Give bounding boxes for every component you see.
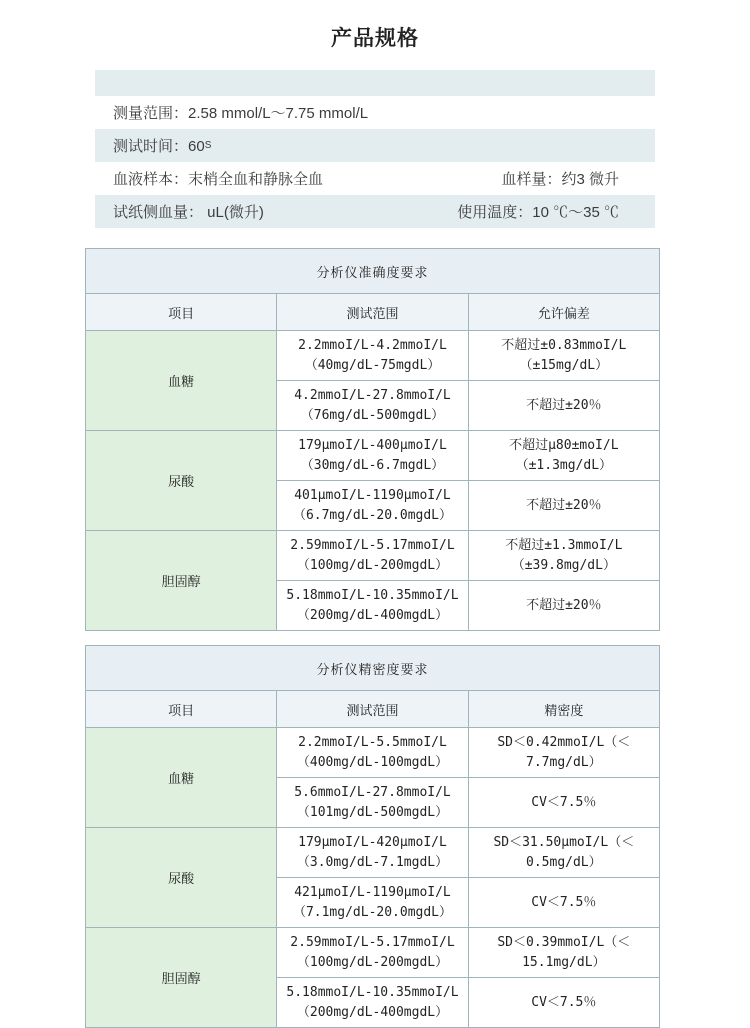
spec-row-measure-range: [95, 96, 655, 129]
spec-sample-text: 血液样本：末梢全血和静脉全血: [113, 171, 324, 188]
table-row: [86, 728, 660, 778]
page-title: 产品规格: [331, 27, 419, 50]
precision-value-cell: [468, 978, 659, 1028]
accuracy-range-cell: [277, 431, 468, 481]
value-line: SD＜0.39mmoI/L（＜15.1mg/dL）: [497, 935, 631, 970]
precision-value-cell: [468, 778, 659, 828]
value-line: 不超过±1.3mmoI/L: [505, 538, 623, 553]
range-line: 5.6mmoI/L-27.8mmoI/L: [294, 785, 451, 800]
accuracy-category-uricacid: 尿酸: [86, 431, 277, 531]
table-row: [86, 249, 660, 294]
accuracy-header-item: 项目: [86, 294, 277, 331]
precision-band-title: 分析仪精密度要求: [86, 646, 660, 691]
spec-row-strip: [95, 195, 655, 228]
range-line: （76mg/dL-500mgdL）: [300, 407, 445, 423]
range-line: （30mg/dL-6.7mgdL）: [300, 457, 445, 473]
value-line: SD＜31.50μmoI/L（＜0.5mg/dL）: [493, 835, 635, 870]
range-line: 5.18mmoI/L-10.35mmoI/L: [286, 985, 459, 1000]
table-row: [86, 531, 660, 581]
value-line: CV＜7.5％: [531, 794, 597, 810]
table-row: [86, 431, 660, 481]
precision-value-cell: [468, 928, 659, 978]
precision-header-item: 项目: [86, 691, 277, 728]
accuracy-category-cholesterol: 胆固醇: [86, 531, 277, 631]
precision-table: [85, 645, 660, 1028]
accuracy-range-cell: [277, 381, 468, 431]
accuracy-band-title: 分析仪准确度要求: [86, 249, 660, 294]
table-row: [86, 691, 660, 728]
range-line: 2.59mmoI/L-5.17mmoI/L: [290, 935, 455, 950]
precision-range-cell: [277, 828, 468, 878]
precision-value-cell: [468, 878, 659, 928]
table-row: [86, 331, 660, 381]
spec-strip-volume-text: 试纸侧血量： uL(微升): [113, 204, 264, 221]
accuracy-value-cell: [468, 331, 659, 381]
range-line: 2.2mmoI/L-5.5mmoI/L: [298, 735, 447, 750]
precision-range-cell: [277, 778, 468, 828]
value-line: （±1.3mg/dL）: [515, 457, 613, 473]
accuracy-range-cell: [277, 531, 468, 581]
range-line: （200mg/dL-400mgdL）: [296, 1004, 449, 1020]
range-line: （3.0mg/dL-7.1mgdL）: [296, 854, 449, 870]
precision-value-cell: [468, 728, 659, 778]
table-row: [86, 928, 660, 978]
accuracy-category-glucose: 血糖: [86, 331, 277, 431]
value-line: （±39.8mg/dL）: [511, 557, 616, 573]
spec-row-test-time: [95, 129, 655, 162]
accuracy-value-cell: [468, 431, 659, 481]
accuracy-range-cell: [277, 331, 468, 381]
spec-temperature-text: 使用温度：10 ℃～35 ℃: [457, 204, 619, 221]
precision-category-cholesterol: 胆固醇: [86, 928, 277, 1028]
accuracy-value-cell: [468, 481, 659, 531]
precision-range-cell: [277, 978, 468, 1028]
precision-header-precision: 精密度: [468, 691, 659, 728]
spec-list: [95, 70, 655, 228]
table-gap: [0, 631, 750, 645]
range-line: 2.59mmoI/L-5.17mmoI/L: [290, 538, 455, 553]
value-line: 不超过±20％: [526, 497, 602, 513]
value-line: 不超过±20％: [526, 397, 602, 413]
accuracy-table: [85, 248, 660, 631]
value-line: 不超过±0.83mmoI/L: [501, 338, 627, 353]
spec-test-time-text: 测试时间：60: [113, 138, 205, 155]
accuracy-value-cell: [468, 581, 659, 631]
range-line: （7.1mg/dL-20.0mgdL）: [292, 904, 453, 920]
accuracy-range-cell: [277, 581, 468, 631]
value-line: CV＜7.5％: [531, 994, 597, 1010]
value-line: 不超过μ80±moI/L: [509, 438, 619, 453]
table-row: [86, 294, 660, 331]
range-line: （100mg/dL-200mgdL）: [296, 954, 449, 970]
accuracy-header-range: 测试范围: [277, 294, 468, 331]
table-row: [86, 828, 660, 878]
spec-sample-volume-text: 血样量：约3 微升: [501, 171, 619, 188]
value-line: 不超过±20％: [526, 597, 602, 613]
range-line: 2.2mmoI/L-4.2mmoI/L: [298, 338, 447, 353]
range-line: 179μmoI/L-420μmoI/L: [298, 835, 447, 850]
spec-row-sample: [95, 162, 655, 195]
range-line: （100mg/dL-200mgdL）: [296, 557, 449, 573]
range-line: （40mg/dL-75mgdL）: [304, 357, 441, 373]
range-line: （400mg/dL-100mgdL）: [296, 754, 449, 770]
range-line: 4.2mmoI/L-27.8mmoI/L: [294, 388, 451, 403]
accuracy-header-deviation: 允许偏差: [468, 294, 659, 331]
precision-range-cell: [277, 928, 468, 978]
range-line: 179μmoI/L-400μmoI/L: [298, 438, 447, 453]
range-line: （200mg/dL-400mgdL）: [296, 607, 449, 623]
accuracy-value-cell: [468, 381, 659, 431]
value-line: CV＜7.5％: [531, 894, 597, 910]
precision-category-uricacid: 尿酸: [86, 828, 277, 928]
value-line: （±15mg/dL）: [519, 357, 609, 373]
range-line: 401μmoI/L-1190μmoI/L: [294, 488, 451, 503]
accuracy-table-wrap: [85, 248, 705, 631]
precision-table-wrap: [85, 645, 705, 1028]
precision-value-cell: [468, 828, 659, 878]
spec-test-time-unit: S: [204, 140, 212, 151]
range-line: 5.18mmoI/L-10.35mmoI/L: [286, 588, 459, 603]
precision-range-cell: [277, 728, 468, 778]
range-line: 421μmoI/L-1190μmoI/L: [294, 885, 451, 900]
precision-header-range: 测试范围: [277, 691, 468, 728]
table-row: [86, 646, 660, 691]
accuracy-range-cell: [277, 481, 468, 531]
spec-row-spacer: [95, 70, 655, 96]
precision-range-cell: [277, 878, 468, 928]
value-line: SD＜0.42mmoI/L（＜7.7mg/dL）: [497, 735, 631, 770]
accuracy-value-cell: [468, 531, 659, 581]
range-line: （6.7mg/dL-20.0mgdL）: [292, 507, 453, 523]
spec-measure-range-text: 测量范围：2.58 mmol/L～7.75 mmol/L: [113, 105, 369, 122]
precision-category-glucose: 血糖: [86, 728, 277, 828]
range-line: （101mg/dL-500mgdL）: [296, 804, 449, 820]
